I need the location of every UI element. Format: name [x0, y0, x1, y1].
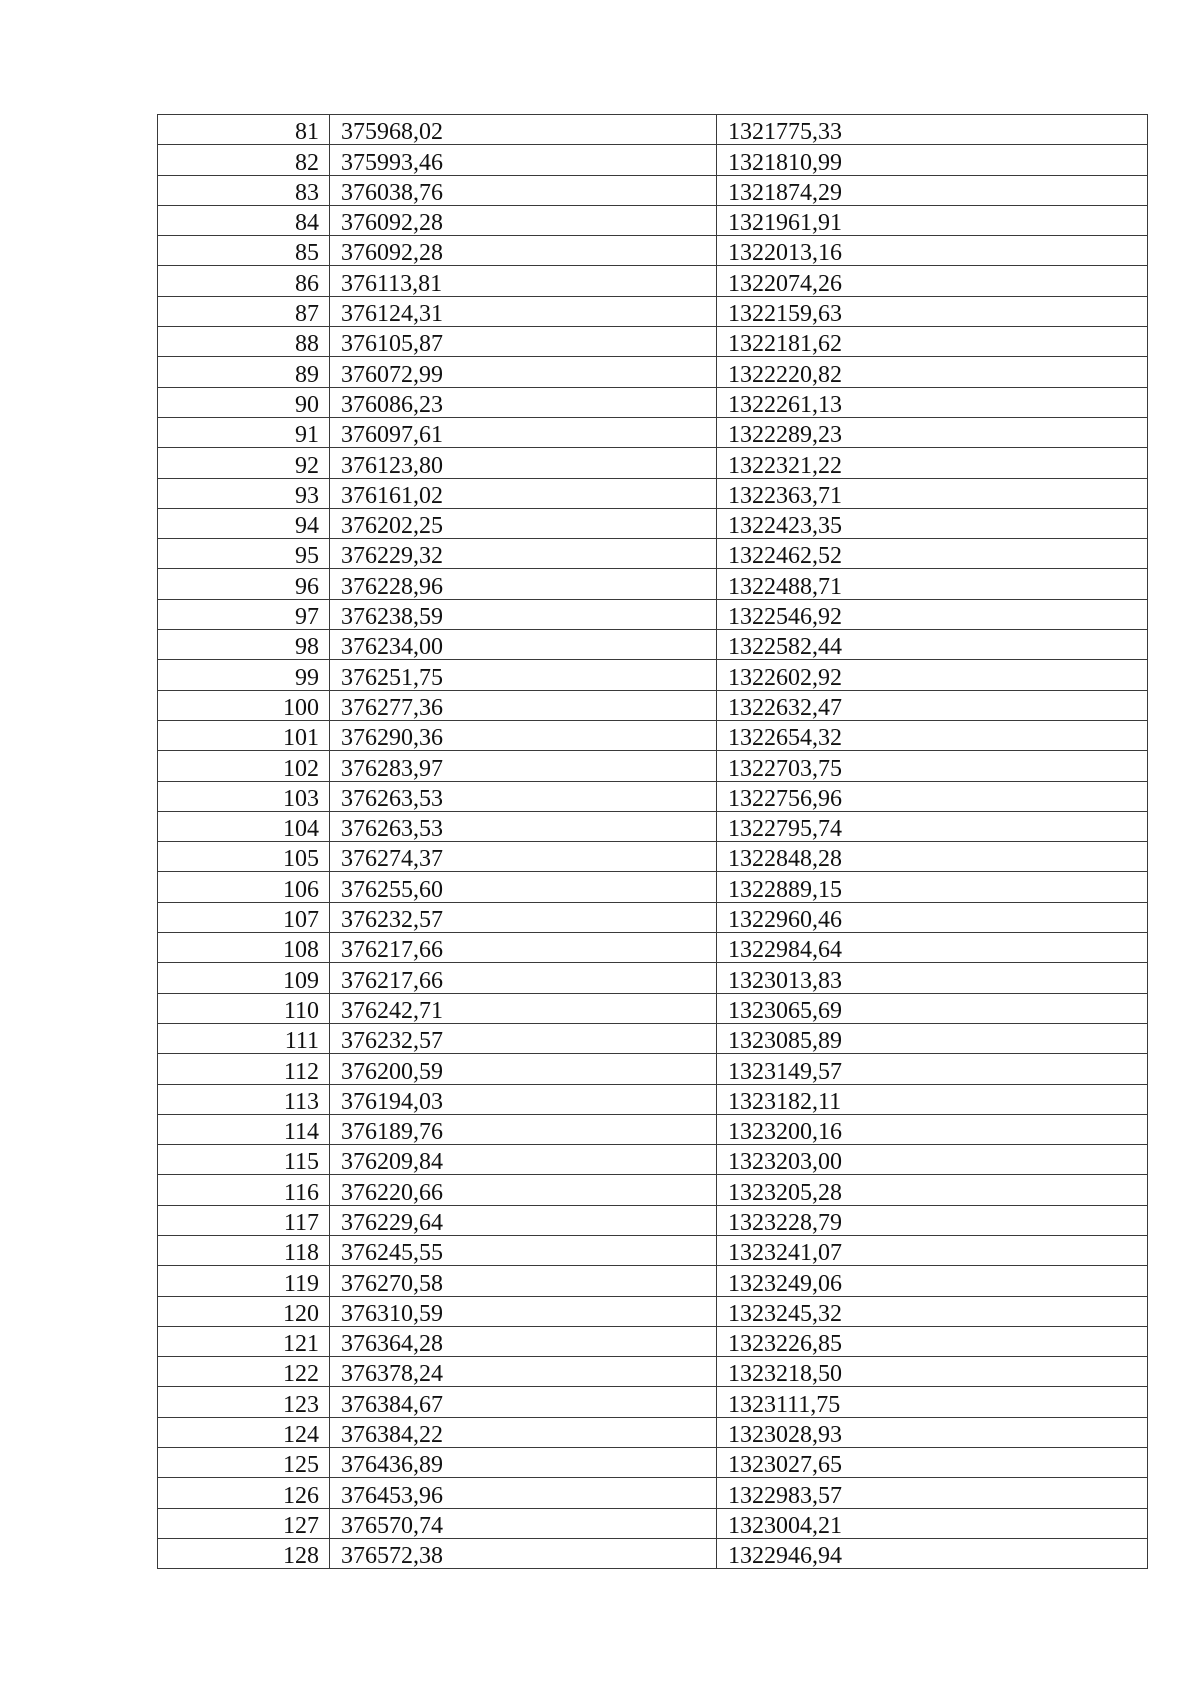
table-row [158, 1296, 1148, 1326]
y-coordinate-cell: 1323200,16 [717, 1114, 1148, 1144]
x-coordinate-cell: 376290,36 [330, 720, 717, 750]
table-row [158, 1114, 1148, 1144]
x-coordinate-cell: 376113,81 [330, 266, 717, 296]
y-coordinate-cell: 1323085,89 [717, 1023, 1148, 1053]
table-row [158, 690, 1148, 720]
table-row [158, 660, 1148, 690]
table-row [158, 1235, 1148, 1265]
table-row [158, 1508, 1148, 1538]
y-coordinate-cell: 1322795,74 [717, 811, 1148, 841]
x-coordinate-cell: 376277,36 [330, 690, 717, 720]
x-coordinate-cell: 376092,28 [330, 205, 717, 235]
x-coordinate-cell: 376220,66 [330, 1175, 717, 1205]
point-number-cell: 100 [158, 690, 330, 720]
y-coordinate-cell: 1322013,16 [717, 236, 1148, 266]
x-coordinate-cell: 376229,32 [330, 539, 717, 569]
x-coordinate-cell: 376097,61 [330, 417, 717, 447]
x-coordinate-cell: 376194,03 [330, 1084, 717, 1114]
table-row [158, 963, 1148, 993]
y-coordinate-cell: 1322488,71 [717, 569, 1148, 599]
x-coordinate-cell: 376274,37 [330, 842, 717, 872]
table-row [158, 1175, 1148, 1205]
x-coordinate-cell: 376283,97 [330, 751, 717, 781]
x-coordinate-cell: 376570,74 [330, 1508, 717, 1538]
table-row [158, 448, 1148, 478]
point-number-cell: 110 [158, 993, 330, 1023]
y-coordinate-cell: 1322462,52 [717, 539, 1148, 569]
table-row [158, 630, 1148, 660]
y-coordinate-cell: 1323249,06 [717, 1266, 1148, 1296]
point-number-cell: 104 [158, 811, 330, 841]
x-coordinate-cell: 376217,66 [330, 933, 717, 963]
table-row [158, 175, 1148, 205]
table-row [158, 1326, 1148, 1356]
x-coordinate-cell: 376105,87 [330, 327, 717, 357]
x-coordinate-cell: 376242,71 [330, 993, 717, 1023]
y-coordinate-cell: 1322984,64 [717, 933, 1148, 963]
table-row [158, 327, 1148, 357]
y-coordinate-cell: 1321810,99 [717, 145, 1148, 175]
y-coordinate-cell: 1323203,00 [717, 1145, 1148, 1175]
y-coordinate-cell: 1321775,33 [717, 115, 1148, 145]
y-coordinate-cell: 1322074,26 [717, 266, 1148, 296]
x-coordinate-cell: 376086,23 [330, 387, 717, 417]
point-number-cell: 93 [158, 478, 330, 508]
x-coordinate-cell: 376161,02 [330, 478, 717, 508]
point-number-cell: 84 [158, 205, 330, 235]
table-row [158, 1357, 1148, 1387]
table-row [158, 569, 1148, 599]
table-row [158, 296, 1148, 326]
x-coordinate-cell: 376251,75 [330, 660, 717, 690]
table-row [158, 1145, 1148, 1175]
y-coordinate-cell: 1323182,11 [717, 1084, 1148, 1114]
x-coordinate-cell: 376270,58 [330, 1266, 717, 1296]
y-coordinate-cell: 1322889,15 [717, 872, 1148, 902]
x-coordinate-cell: 376189,76 [330, 1114, 717, 1144]
y-coordinate-cell: 1322654,32 [717, 720, 1148, 750]
x-coordinate-cell: 376255,60 [330, 872, 717, 902]
table-row [158, 417, 1148, 447]
table-row [158, 902, 1148, 932]
y-coordinate-cell: 1323205,28 [717, 1175, 1148, 1205]
table-row [158, 387, 1148, 417]
table-row [158, 266, 1148, 296]
point-number-cell: 119 [158, 1266, 330, 1296]
x-coordinate-cell: 376202,25 [330, 508, 717, 538]
point-number-cell: 123 [158, 1387, 330, 1417]
y-coordinate-cell: 1322546,92 [717, 599, 1148, 629]
y-coordinate-cell: 1322261,13 [717, 387, 1148, 417]
point-number-cell: 88 [158, 327, 330, 357]
table-row [158, 508, 1148, 538]
y-coordinate-cell: 1322946,94 [717, 1538, 1148, 1568]
x-coordinate-cell: 376436,89 [330, 1448, 717, 1478]
y-coordinate-cell: 1323013,83 [717, 963, 1148, 993]
x-coordinate-cell: 376232,57 [330, 1023, 717, 1053]
y-coordinate-cell: 1323228,79 [717, 1205, 1148, 1235]
table-row [158, 751, 1148, 781]
x-coordinate-cell: 376209,84 [330, 1145, 717, 1175]
y-coordinate-cell: 1322289,23 [717, 417, 1148, 447]
y-coordinate-cell: 1323004,21 [717, 1508, 1148, 1538]
table-row [158, 1023, 1148, 1053]
x-coordinate-cell: 376263,53 [330, 811, 717, 841]
y-coordinate-cell: 1322159,63 [717, 296, 1148, 326]
point-number-cell: 122 [158, 1357, 330, 1387]
y-coordinate-cell: 1322983,57 [717, 1478, 1148, 1508]
point-number-cell: 102 [158, 751, 330, 781]
point-number-cell: 106 [158, 872, 330, 902]
x-coordinate-cell: 375993,46 [330, 145, 717, 175]
x-coordinate-cell: 376229,64 [330, 1205, 717, 1235]
table-row [158, 1205, 1148, 1235]
x-coordinate-cell: 376238,59 [330, 599, 717, 629]
x-coordinate-cell: 376092,28 [330, 236, 717, 266]
y-coordinate-cell: 1321961,91 [717, 205, 1148, 235]
point-number-cell: 118 [158, 1235, 330, 1265]
x-coordinate-cell: 376234,00 [330, 630, 717, 660]
y-coordinate-cell: 1322756,96 [717, 781, 1148, 811]
y-coordinate-cell: 1323027,65 [717, 1448, 1148, 1478]
point-number-cell: 86 [158, 266, 330, 296]
y-coordinate-cell: 1322220,82 [717, 357, 1148, 387]
y-coordinate-cell: 1323218,50 [717, 1357, 1148, 1387]
x-coordinate-cell: 376124,31 [330, 296, 717, 326]
table-row [158, 599, 1148, 629]
x-coordinate-cell: 376038,76 [330, 175, 717, 205]
point-number-cell: 112 [158, 1054, 330, 1084]
table-row [158, 1417, 1148, 1447]
y-coordinate-cell: 1323065,69 [717, 993, 1148, 1023]
point-number-cell: 85 [158, 236, 330, 266]
point-number-cell: 117 [158, 1205, 330, 1235]
point-number-cell: 95 [158, 539, 330, 569]
table-row [158, 872, 1148, 902]
x-coordinate-cell: 376228,96 [330, 569, 717, 599]
table-row [158, 781, 1148, 811]
x-coordinate-cell: 376072,99 [330, 357, 717, 387]
table-row [158, 1054, 1148, 1084]
point-number-cell: 108 [158, 933, 330, 963]
point-number-cell: 101 [158, 720, 330, 750]
x-coordinate-cell: 376232,57 [330, 902, 717, 932]
point-number-cell: 116 [158, 1175, 330, 1205]
x-coordinate-cell: 376123,80 [330, 448, 717, 478]
y-coordinate-cell: 1323226,85 [717, 1326, 1148, 1356]
x-coordinate-cell: 376572,38 [330, 1538, 717, 1568]
x-coordinate-cell: 376384,22 [330, 1417, 717, 1447]
y-coordinate-cell: 1323149,57 [717, 1054, 1148, 1084]
table-row [158, 357, 1148, 387]
point-number-cell: 87 [158, 296, 330, 326]
table-row [158, 1538, 1148, 1568]
y-coordinate-cell: 1322423,35 [717, 508, 1148, 538]
point-number-cell: 103 [158, 781, 330, 811]
y-coordinate-cell: 1322363,71 [717, 478, 1148, 508]
point-number-cell: 121 [158, 1326, 330, 1356]
point-number-cell: 94 [158, 508, 330, 538]
table-row [158, 236, 1148, 266]
point-number-cell: 99 [158, 660, 330, 690]
table-row [158, 811, 1148, 841]
table-row [158, 1387, 1148, 1417]
point-number-cell: 107 [158, 902, 330, 932]
point-number-cell: 89 [158, 357, 330, 387]
point-number-cell: 126 [158, 1478, 330, 1508]
table-row [158, 993, 1148, 1023]
point-number-cell: 82 [158, 145, 330, 175]
y-coordinate-cell: 1322632,47 [717, 690, 1148, 720]
point-number-cell: 83 [158, 175, 330, 205]
point-number-cell: 90 [158, 387, 330, 417]
point-number-cell: 92 [158, 448, 330, 478]
point-number-cell: 115 [158, 1145, 330, 1175]
y-coordinate-cell: 1322848,28 [717, 842, 1148, 872]
point-number-cell: 91 [158, 417, 330, 447]
table-row [158, 539, 1148, 569]
point-number-cell: 96 [158, 569, 330, 599]
x-coordinate-cell: 375968,02 [330, 115, 717, 145]
y-coordinate-cell: 1322181,62 [717, 327, 1148, 357]
y-coordinate-cell: 1322703,75 [717, 751, 1148, 781]
point-number-cell: 81 [158, 115, 330, 145]
table-row [158, 1478, 1148, 1508]
table-row [158, 720, 1148, 750]
table-row [158, 842, 1148, 872]
x-coordinate-cell: 376217,66 [330, 963, 717, 993]
point-number-cell: 128 [158, 1538, 330, 1568]
coordinates-table-body [158, 115, 1148, 1569]
table-row [158, 933, 1148, 963]
y-coordinate-cell: 1322602,92 [717, 660, 1148, 690]
y-coordinate-cell: 1323241,07 [717, 1235, 1148, 1265]
table-row [158, 145, 1148, 175]
point-number-cell: 113 [158, 1084, 330, 1114]
point-number-cell: 109 [158, 963, 330, 993]
table-row [158, 115, 1148, 145]
x-coordinate-cell: 376245,55 [330, 1235, 717, 1265]
x-coordinate-cell: 376378,24 [330, 1357, 717, 1387]
x-coordinate-cell: 376310,59 [330, 1296, 717, 1326]
y-coordinate-cell: 1321874,29 [717, 175, 1148, 205]
point-number-cell: 105 [158, 842, 330, 872]
x-coordinate-cell: 376263,53 [330, 781, 717, 811]
point-number-cell: 127 [158, 1508, 330, 1538]
point-number-cell: 114 [158, 1114, 330, 1144]
point-number-cell: 111 [158, 1023, 330, 1053]
x-coordinate-cell: 376384,67 [330, 1387, 717, 1417]
table-row [158, 478, 1148, 508]
table-row [158, 1448, 1148, 1478]
point-number-cell: 98 [158, 630, 330, 660]
y-coordinate-cell: 1323028,93 [717, 1417, 1148, 1447]
point-number-cell: 124 [158, 1417, 330, 1447]
y-coordinate-cell: 1323245,32 [717, 1296, 1148, 1326]
x-coordinate-cell: 376453,96 [330, 1478, 717, 1508]
y-coordinate-cell: 1323111,75 [717, 1387, 1148, 1417]
x-coordinate-cell: 376200,59 [330, 1054, 717, 1084]
point-number-cell: 97 [158, 599, 330, 629]
table-row [158, 1084, 1148, 1114]
table-row [158, 1266, 1148, 1296]
table-row [158, 205, 1148, 235]
y-coordinate-cell: 1322321,22 [717, 448, 1148, 478]
y-coordinate-cell: 1322582,44 [717, 630, 1148, 660]
coordinates-table [157, 114, 1148, 1569]
point-number-cell: 125 [158, 1448, 330, 1478]
y-coordinate-cell: 1322960,46 [717, 902, 1148, 932]
point-number-cell: 120 [158, 1296, 330, 1326]
x-coordinate-cell: 376364,28 [330, 1326, 717, 1356]
